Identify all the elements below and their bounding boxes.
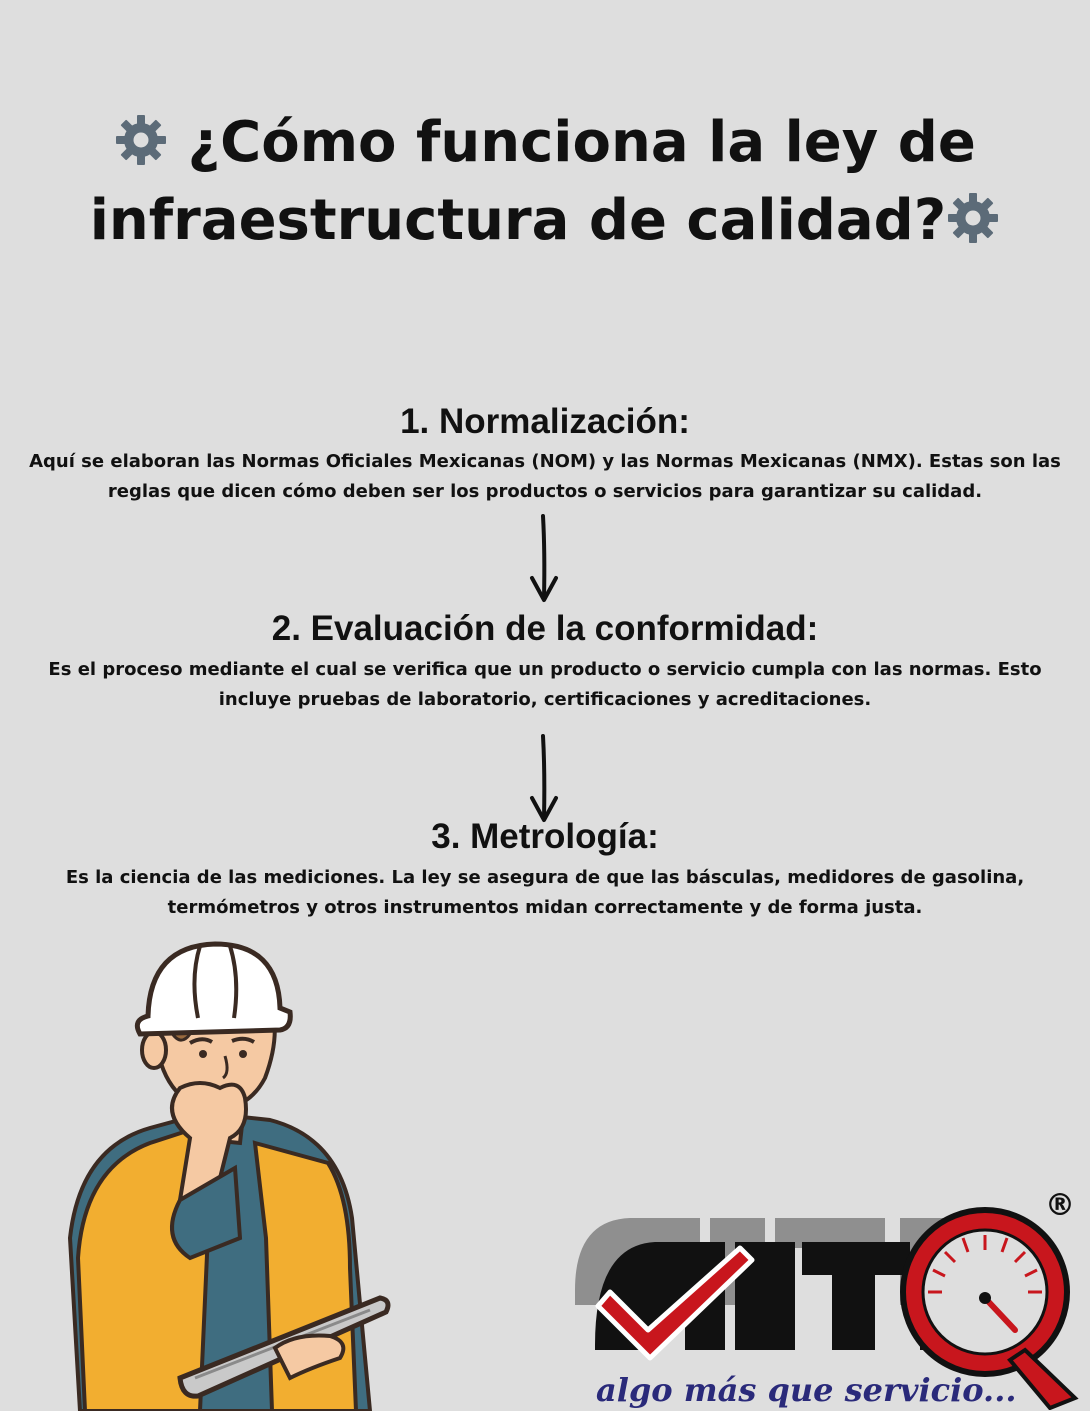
step-2-heading: 2. Evaluación de la conformidad:	[271, 609, 819, 648]
step-2-text: Es el proceso mediante el cual se verifica que un producto o servicio cumpla con las normas. Esto incluye pruebas de laboratorio, certificaciones y acreditaciones.	[48, 659, 1042, 710]
registered-mark: ®	[1045, 1188, 1075, 1223]
logo-slogan: algo más que servicio...	[596, 1371, 1017, 1409]
step-1-heading: 1. Normalización:	[400, 402, 690, 441]
step-1-text: Aquí se elaboran las Normas Oficiales Mexicanas (NOM) y las Normas Mexicanas (NMX). Estas son las reglas que dicen cómo deben ser los productos o servicios para garantizar su calidad.	[29, 451, 1061, 502]
step-3-text: Es la ciencia de las mediciones. La ley se asegura de que las básculas, medidores de gasolina, termómetros y otros instrumentos midan correctamente y de forma justa.	[65, 867, 1025, 918]
step-3-heading: 3. Metrología:	[431, 817, 659, 856]
title-line-1: ¿Cómo funciona la ley de	[114, 110, 976, 175]
gear-icon	[114, 113, 168, 167]
title-line-2: infraestructura de calidad?	[90, 188, 1001, 253]
down-arrow-icon	[526, 732, 562, 824]
worker-illustration	[40, 938, 410, 1411]
gear-icon	[946, 191, 1000, 245]
down-arrow-icon	[526, 512, 562, 604]
page-title	[0, 104, 1090, 260]
